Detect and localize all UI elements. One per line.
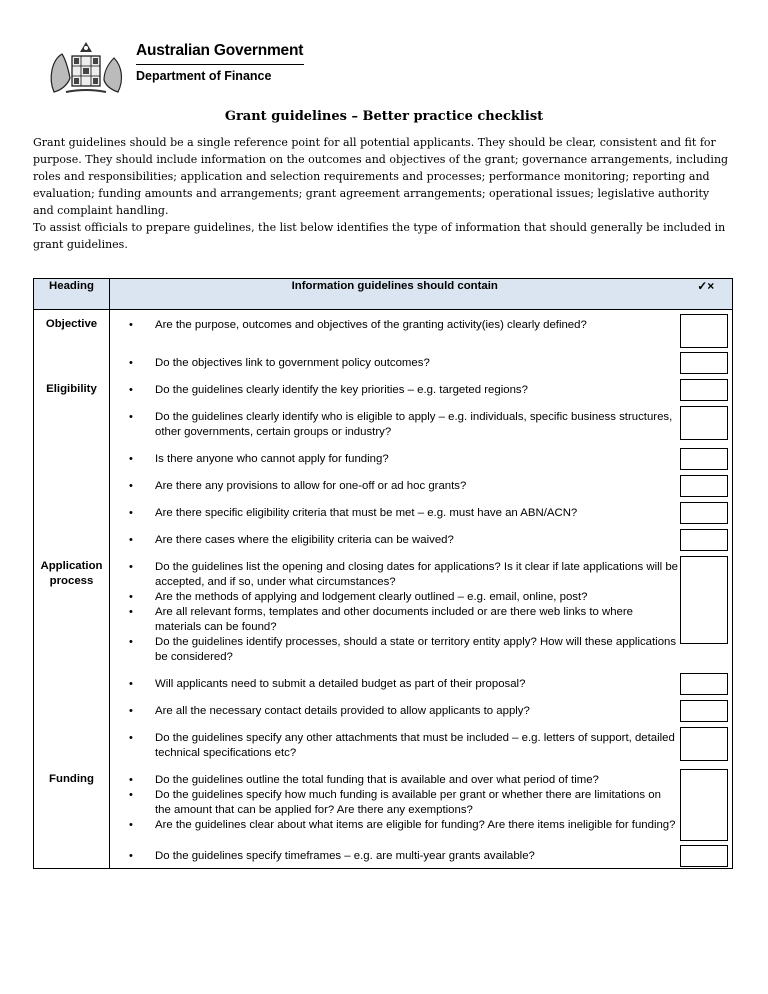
checklist-item-cell: [110, 310, 680, 349]
tick-cell: [680, 552, 733, 669]
checklist-item-cell: [110, 402, 680, 444]
table-row: [34, 471, 733, 498]
tick-box[interactable]: [680, 845, 729, 867]
checklist-item-cell: [110, 696, 680, 723]
checklist-bullets: [110, 318, 680, 333]
intro-text: [33, 134, 733, 253]
table-row: [34, 723, 733, 765]
checklist-bullets: [110, 452, 680, 467]
checklist-item-cell: [110, 765, 680, 841]
info-column-header: Information guidelines should contain: [110, 279, 680, 310]
tick-cell: [680, 444, 733, 471]
checklist-question: • Are all relevant forms, templates and other documents included or are there web links to where materials can be found?: [110, 605, 680, 635]
checklist-bullets: [110, 356, 680, 371]
section-heading: Application process: [34, 552, 110, 765]
department-name: Department of Finance: [136, 69, 272, 83]
checklist-bullets: [110, 533, 680, 548]
checklist-bullets: [110, 479, 680, 494]
government-logo: [44, 38, 304, 96]
tick-box[interactable]: [680, 556, 729, 644]
checklist-question: • Will applicants need to submit a detailed budget as part of their proposal?: [110, 677, 680, 692]
checklist-question: • Do the guidelines identify processes, should a state or territory entity apply? How will these applications be considered?: [110, 635, 680, 665]
checklist-item-cell: [110, 444, 680, 471]
checklist-item-cell: [110, 498, 680, 525]
table-row: [34, 310, 733, 349]
checklist-table: [33, 278, 733, 869]
checklist-question: • Do the guidelines clearly identify the key priorities – e.g. targeted regions?: [110, 383, 680, 398]
coat-of-arms-icon: [44, 38, 128, 96]
checklist-question: • Are the methods of applying and lodgement clearly outlined – e.g. email, online, post?: [110, 590, 680, 605]
checklist-bullets: [110, 849, 680, 864]
government-name: Australian Government: [136, 42, 304, 59]
checklist-item-cell: [110, 669, 680, 696]
checklist-item-cell: [110, 471, 680, 498]
checklist-question: • Do the guidelines clearly identify who is eligible to apply – e.g. individuals, specific business structures, other governments, certain groups or industry?: [110, 410, 680, 440]
checklist-bullets: [110, 704, 680, 719]
tick-cell: [680, 375, 733, 402]
checklist-question: • Do the objectives link to government policy outcomes?: [110, 356, 680, 371]
table-row: [34, 552, 733, 669]
checklist-question: • Are the guidelines clear about what items are eligible for funding? Are there items ineligible for funding?: [110, 818, 680, 833]
tick-cell: [680, 696, 733, 723]
checklist-item-cell: [110, 841, 680, 869]
checklist-bullets: [110, 383, 680, 398]
tick-cell: [680, 525, 733, 552]
tick-box[interactable]: [680, 406, 729, 440]
tick-cell: [680, 498, 733, 525]
table-row: [34, 525, 733, 552]
table-header-row: [34, 279, 733, 310]
tick-cell: [680, 471, 733, 498]
document-title: Grant guidelines – Better practice checklist: [224, 109, 544, 124]
tick-box[interactable]: [680, 529, 729, 551]
checklist-bullets: [110, 677, 680, 692]
table-row: [34, 765, 733, 841]
checklist-bullets: [110, 731, 680, 761]
tick-box[interactable]: [680, 769, 729, 841]
intro-paragraph-1: Grant guidelines should be a single reference point for all potential applicants. They should be clear, consistent and fit for purpose. They should include information on the outcomes and objectives of the grant; governance arrangements, including roles and responsibilities; application and selection requirements and processes; performance monitoring; reporting and evaluation; funding amounts and arrangements; grant agreement arrangements; operational issues; legislative authority and complaint handling.: [33, 136, 729, 217]
tick-cell: [680, 310, 733, 349]
checklist-question: • Do the guidelines specify any other attachments that must be included – e.g. letters of support, detailed technical specifications etc?: [110, 731, 680, 761]
checklist-question: • Do the guidelines list the opening and closing dates for applications? Is it clear if late applications will be accepted, and if so, under what circumstances?: [110, 560, 680, 590]
tick-box[interactable]: [680, 379, 729, 401]
tick-column-header: ✓×: [680, 279, 733, 310]
checklist-item-cell: [110, 723, 680, 765]
checklist-item-cell: [110, 525, 680, 552]
tick-box[interactable]: [680, 352, 729, 374]
table-row: [34, 402, 733, 444]
tick-box[interactable]: [680, 502, 729, 524]
checklist-bullets: [110, 506, 680, 521]
section-heading: Eligibility: [34, 375, 110, 552]
table-row: [34, 696, 733, 723]
table-row: [34, 375, 733, 402]
table-row: [34, 444, 733, 471]
checklist-bullets: [110, 410, 680, 440]
section-heading: Objective: [34, 310, 110, 376]
tick-cell: [680, 348, 733, 375]
tick-cell: [680, 723, 733, 765]
intro-paragraph-2: To assist officials to prepare guidelines, the list below identifies the type of information that should generally be included in grant guidelines.: [33, 221, 726, 251]
checklist-bullets: [110, 773, 680, 833]
checklist-question: • Are all the necessary contact details provided to allow applicants to apply?: [110, 704, 680, 719]
table-row: [34, 498, 733, 525]
checklist-question: • Do the guidelines specify how much funding is available per grant or whether there are limitations on the amount that can be applied for? Are there any exemptions?: [110, 788, 680, 818]
tick-cell: [680, 841, 733, 869]
checklist-item-cell: [110, 375, 680, 402]
table-row: [34, 669, 733, 696]
checklist-question: • Are the purpose, outcomes and objectives of the granting activity(ies) clearly defined?: [110, 318, 680, 333]
tick-box[interactable]: [680, 448, 729, 470]
checklist-item-cell: [110, 348, 680, 375]
tick-box[interactable]: [680, 314, 729, 348]
checklist-question: • Is there anyone who cannot apply for funding?: [110, 452, 680, 467]
checklist-item-cell: [110, 552, 680, 669]
tick-cell: [680, 402, 733, 444]
checklist-question: • Do the guidelines specify timeframes – e.g. are multi-year grants available?: [110, 849, 680, 864]
tick-box[interactable]: [680, 673, 729, 695]
tick-box[interactable]: [680, 475, 729, 497]
checklist-question: • Are there specific eligibility criteria that must be met – e.g. must have an ABN/ACN?: [110, 506, 680, 521]
tick-box[interactable]: [680, 700, 729, 722]
tick-cell: [680, 765, 733, 841]
section-heading: Funding: [34, 765, 110, 869]
logo-divider: [136, 64, 304, 65]
tick-box[interactable]: [680, 727, 729, 761]
table-row: [34, 348, 733, 375]
checklist-question: • Do the guidelines outline the total funding that is available and over what period of time?: [110, 773, 680, 788]
heading-column-header: Heading: [34, 279, 110, 310]
table-row: [34, 841, 733, 869]
checklist-bullets: [110, 560, 680, 665]
checklist-question: • Are there any provisions to allow for one-off or ad hoc grants?: [110, 479, 680, 494]
tick-cell: [680, 669, 733, 696]
checklist-question: • Are there cases where the eligibility criteria can be waived?: [110, 533, 680, 548]
